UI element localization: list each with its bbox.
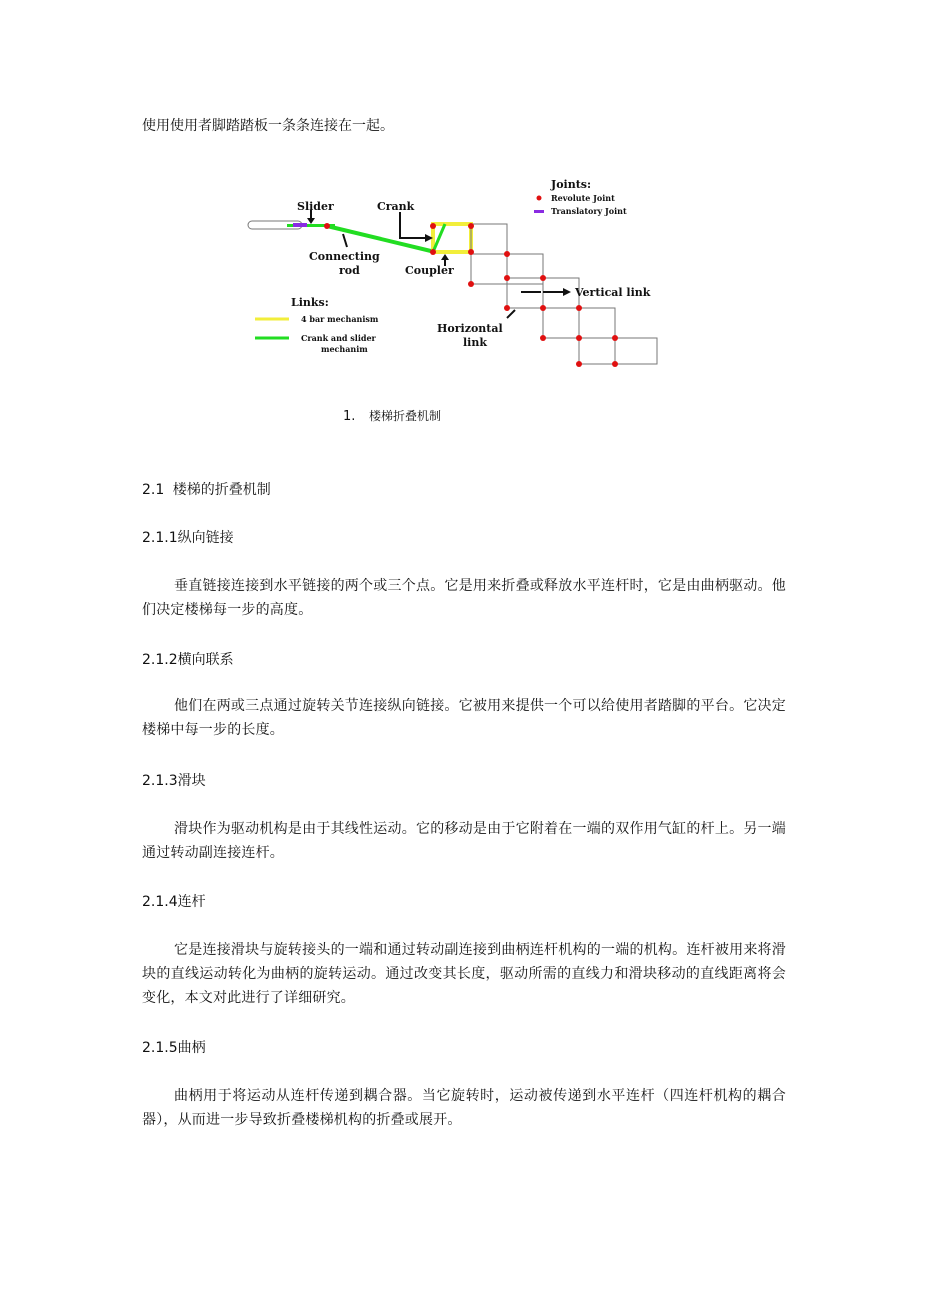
joints-title: Joints: [551, 178, 592, 191]
revolute-legend-label: Revolute Joint [551, 193, 615, 203]
crank-arrow [400, 212, 427, 238]
section-title: 纵向链接 [177, 530, 234, 546]
slider-label: Slider [297, 200, 334, 213]
connecting-rod-label-1: Connecting [309, 250, 380, 263]
joint-dot [430, 249, 436, 255]
caption-text: 楼梯折叠机制 [369, 409, 442, 423]
crank-label: Crank [377, 200, 415, 213]
joint-dot [540, 305, 546, 311]
section-number: 2.1.1 [142, 530, 178, 546]
four-bar-legend-label: 4 bar mechanism [301, 314, 379, 324]
joint-dot [504, 251, 510, 257]
section-heading [142, 650, 234, 670]
section-title: 楼梯的折叠机制 [172, 482, 271, 498]
section-title: 横向联系 [177, 652, 234, 668]
joint-dot [576, 361, 582, 367]
section-heading [142, 1038, 206, 1058]
section-heading [142, 528, 234, 548]
horizontal-link-label-2: link [463, 336, 487, 349]
section-number: 2.1.4 [142, 894, 178, 910]
section-number: 2.1 [142, 482, 165, 498]
translatory-joint [293, 223, 307, 227]
joint-dot [540, 335, 546, 341]
section-number: 2.1.2 [142, 652, 178, 668]
joint-dot [612, 361, 618, 367]
joint-dot [612, 335, 618, 341]
section-number: 2.1.5 [142, 1040, 178, 1056]
section-title: 连杆 [177, 894, 206, 910]
paragraph: 他们在两或三点通过旋转关节连接纵向链接。它被用来提供一个可以给使用者踏脚的平台。它决定楼梯中每一步的长度。 [142, 698, 786, 738]
slider-arrow-head [307, 218, 315, 224]
connecting-rod-arrow [343, 234, 347, 247]
joint-dot [468, 281, 474, 287]
joint-dot [504, 305, 510, 311]
paragraph: 曲柄用于将运动从连杆传递到耦合器。当它旋转时，运动被传递到水平连杆（四连杆机构的耦合器），从而进一步导致折叠楼梯机构的折叠或展开。 [142, 1088, 786, 1128]
joint-dot [576, 335, 582, 341]
intro-line: 使用使用者脚踏踏板一条条连接在一起。 [142, 118, 394, 134]
translatory-legend-icon [534, 210, 544, 213]
coupler-label: Coupler [405, 264, 454, 277]
links-title: Links: [291, 296, 329, 309]
joint-dot [324, 223, 330, 229]
joint-dot [468, 249, 474, 255]
vertical-link-label: Vertical link [575, 286, 651, 299]
section-heading [142, 892, 206, 912]
joint-dot [504, 275, 510, 281]
horizontal-link-label-1: Horizontal [437, 322, 503, 335]
staircase-mechanism-diagram [245, 172, 665, 372]
translatory-legend-label: Translatory Joint [551, 206, 627, 216]
crank-slider-legend-label-1: Crank and slider [301, 333, 376, 343]
joint-dot [468, 223, 474, 229]
revolute-legend-icon [537, 196, 542, 201]
joint-dot [430, 223, 436, 229]
section-number: 2.1.3 [142, 773, 178, 789]
crank-slider-legend-label-2: mechanim [321, 344, 368, 354]
horizontal-link-arrow [507, 310, 515, 318]
joint-dot [576, 305, 582, 311]
section-heading [142, 480, 271, 500]
paragraph: 垂直链接连接到水平链接的两个或三个点。它是用来折叠或释放水平连杆时，它是由曲柄驱动。他们决定楼梯每一步的高度。 [142, 578, 786, 618]
caption-number: 1. [343, 409, 356, 424]
section-title: 滑块 [177, 773, 206, 789]
paragraph: 滑块作为驱动机构是由于其线性运动。它的移动是由于它附着在一端的双作用气缸的杆上。另一端通过转动副连接连杆。 [142, 821, 786, 861]
vertical-link-arrow-head [563, 288, 571, 296]
joint-dot [540, 275, 546, 281]
paragraph: 它是连接滑块与旋转接头的一端和通过转动副连接到曲柄连杆机构的一端的机构。连杆被用来将滑块的直线运动转化为曲柄的旋转运动。通过改变其长度，驱动所需的直线力和滑块移动的直线距离将会变化，本文对此进行了详细研究。 [142, 942, 786, 1006]
section-title: 曲柄 [177, 1040, 206, 1056]
section-heading [142, 771, 206, 791]
figure-caption [343, 407, 441, 426]
connecting-rod-label-2: rod [339, 264, 360, 277]
coupler-arrow-head [441, 254, 449, 260]
